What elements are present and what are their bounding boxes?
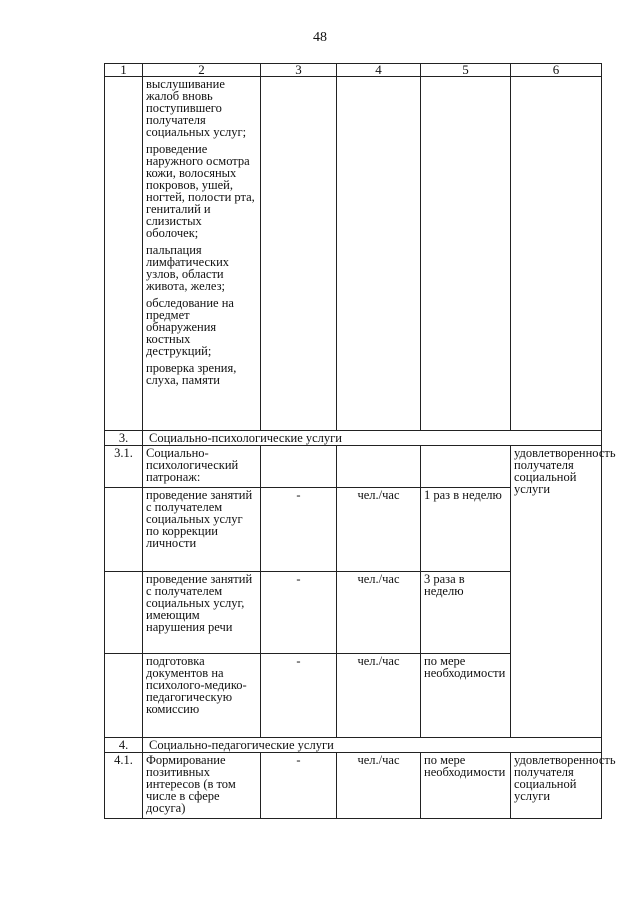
service-name: Формирование позитивных интересов (в том числе в сфере досуга) xyxy=(143,753,261,819)
unit-value: чел./час xyxy=(337,654,421,738)
table-row xyxy=(105,446,602,488)
table-row xyxy=(105,77,602,431)
list-item: проверка зрения, слуха, памяти xyxy=(146,361,237,387)
unit-value: чел./час xyxy=(337,572,421,654)
page-number: 48 xyxy=(313,30,327,45)
exam-items-cell xyxy=(143,77,261,431)
service-name: Социально-психологический патронаж: xyxy=(143,446,261,488)
row-number: 3.1. xyxy=(105,446,143,488)
list-item: обследование на предмет обнаружения костных деструкций; xyxy=(146,296,234,358)
frequency-value: 1 раз в неделю xyxy=(421,488,511,572)
list-item: проведение наружного осмотра кожи, волосяных покровов, ушей, ногтей, полости рта, гениталий и слизистых оболочек; xyxy=(146,142,255,240)
col3-value: - xyxy=(261,488,337,572)
col3-value: - xyxy=(261,654,337,738)
unit-value: чел./час xyxy=(337,753,421,819)
section-row xyxy=(105,431,602,446)
header-col-2: 2 xyxy=(143,64,261,77)
frequency-value: по мере необходимости xyxy=(421,753,511,819)
frequency-value: по мере необходимости xyxy=(421,654,511,738)
result-cell: удовлетворенность получателя социальной услуги xyxy=(511,753,602,819)
header-col-4: 4 xyxy=(337,64,421,77)
section-number: 4. xyxy=(105,738,143,753)
table-header-row xyxy=(105,64,602,77)
header-col-5: 5 xyxy=(421,64,511,77)
header-col-6: 6 xyxy=(511,64,602,77)
service-name: подготовка документов на психолого-медико-педагогическую комиссию xyxy=(143,654,261,738)
frequency-value: 3 раза в неделю xyxy=(421,572,511,654)
list-item: выслушивание жалоб вновь поступившего получателя социальных услуг; xyxy=(146,77,247,139)
col3-value: - xyxy=(261,572,337,654)
service-name: проведение занятий с получателем социальных услуг, имеющим нарушения речи xyxy=(143,572,261,654)
section-title: Социально-психологические услуги xyxy=(143,431,602,446)
result-cell: удовлетворенность получателя социальной услуги xyxy=(511,446,602,738)
header-col-1: 1 xyxy=(105,64,143,77)
section-row xyxy=(105,738,602,753)
row-number: 4.1. xyxy=(105,753,143,819)
section-title: Социально-педагогические услуги xyxy=(143,738,602,753)
col3-value: - xyxy=(261,753,337,819)
service-name: проведение занятий с получателем социальных услуг по коррекции личности xyxy=(143,488,261,572)
header-col-3: 3 xyxy=(261,64,337,77)
section-number: 3. xyxy=(105,431,143,446)
services-table xyxy=(104,62,616,819)
unit-value: чел./час xyxy=(337,488,421,572)
table-row xyxy=(105,753,602,819)
list-item: пальпация лимфатических узлов, области живота, желез; xyxy=(146,243,230,293)
